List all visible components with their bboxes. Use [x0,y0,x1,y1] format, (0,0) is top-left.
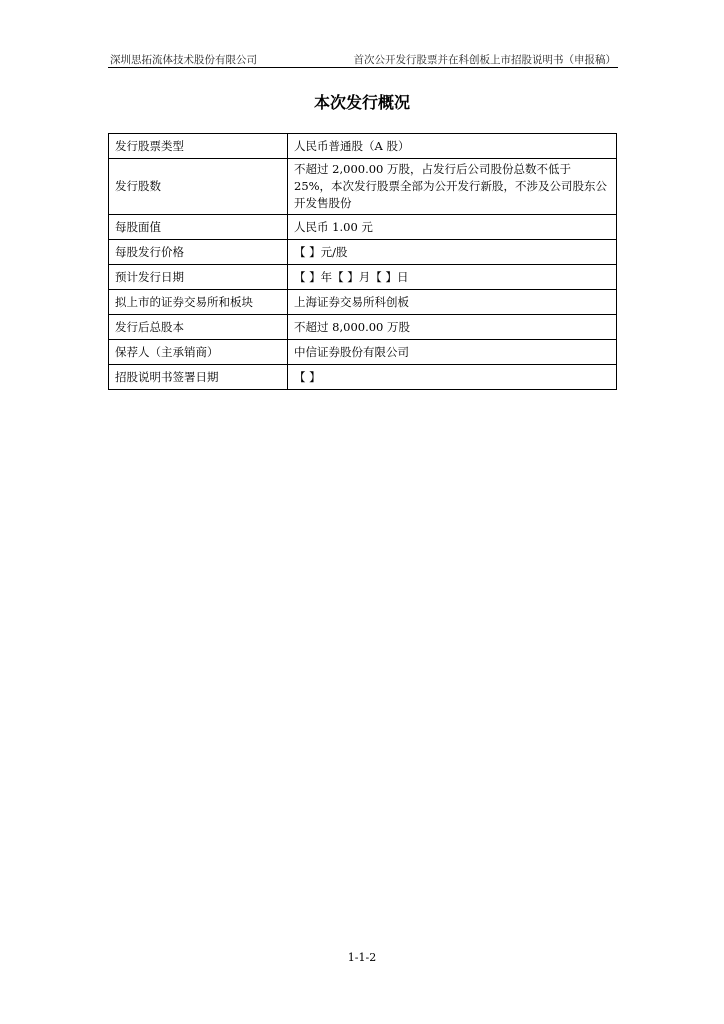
header-rule [108,67,618,68]
table-row [109,215,617,240]
row-value: 不超过 8,000.00 万股 [288,315,617,340]
row-label: 保荐人（主承销商） [109,340,288,365]
page-title: 本次发行概况 [313,93,410,112]
table-row [109,315,617,340]
row-value: 【 】年【 】月【 】日 [288,265,617,290]
row-value: 中信证券股份有限公司 [288,340,617,365]
table-row [109,340,617,365]
row-label: 发行股票类型 [109,134,288,159]
offering-summary-table [108,133,617,390]
row-label: 每股面值 [109,215,288,240]
table-row [109,290,617,315]
row-value: 人民币 1.00 元 [288,215,617,240]
row-label: 发行股数 [109,159,288,215]
row-label: 每股发行价格 [109,240,288,265]
table-row [109,265,617,290]
row-label: 发行后总股本 [109,315,288,340]
row-value: 不超过 2,000.00 万股，占发行后公司股份总数不低于 25%，本次发行股票全部为公开发行新股，不涉及公司股东公开发售股份 [288,159,617,215]
row-value: 【 】 [288,365,617,390]
row-value: 人民币普通股（A 股） [288,134,617,159]
table-row [109,365,617,390]
row-value: 【 】元/股 [288,240,617,265]
page-number: 1-1-2 [347,951,377,964]
row-value: 上海证券交易所科创板 [288,290,617,315]
header-doc-title: 首次公开发行股票并在科创板上市招股说明书（申报稿） [353,54,616,66]
row-label: 预计发行日期 [109,265,288,290]
page-header [108,50,618,68]
row-label: 招股说明书签署日期 [109,365,288,390]
header-company: 深圳思拓流体技术股份有限公司 [110,54,257,66]
row-label: 拟上市的证券交易所和板块 [109,290,288,315]
table-row [109,134,617,159]
table-row [109,240,617,265]
table-row [109,159,617,215]
